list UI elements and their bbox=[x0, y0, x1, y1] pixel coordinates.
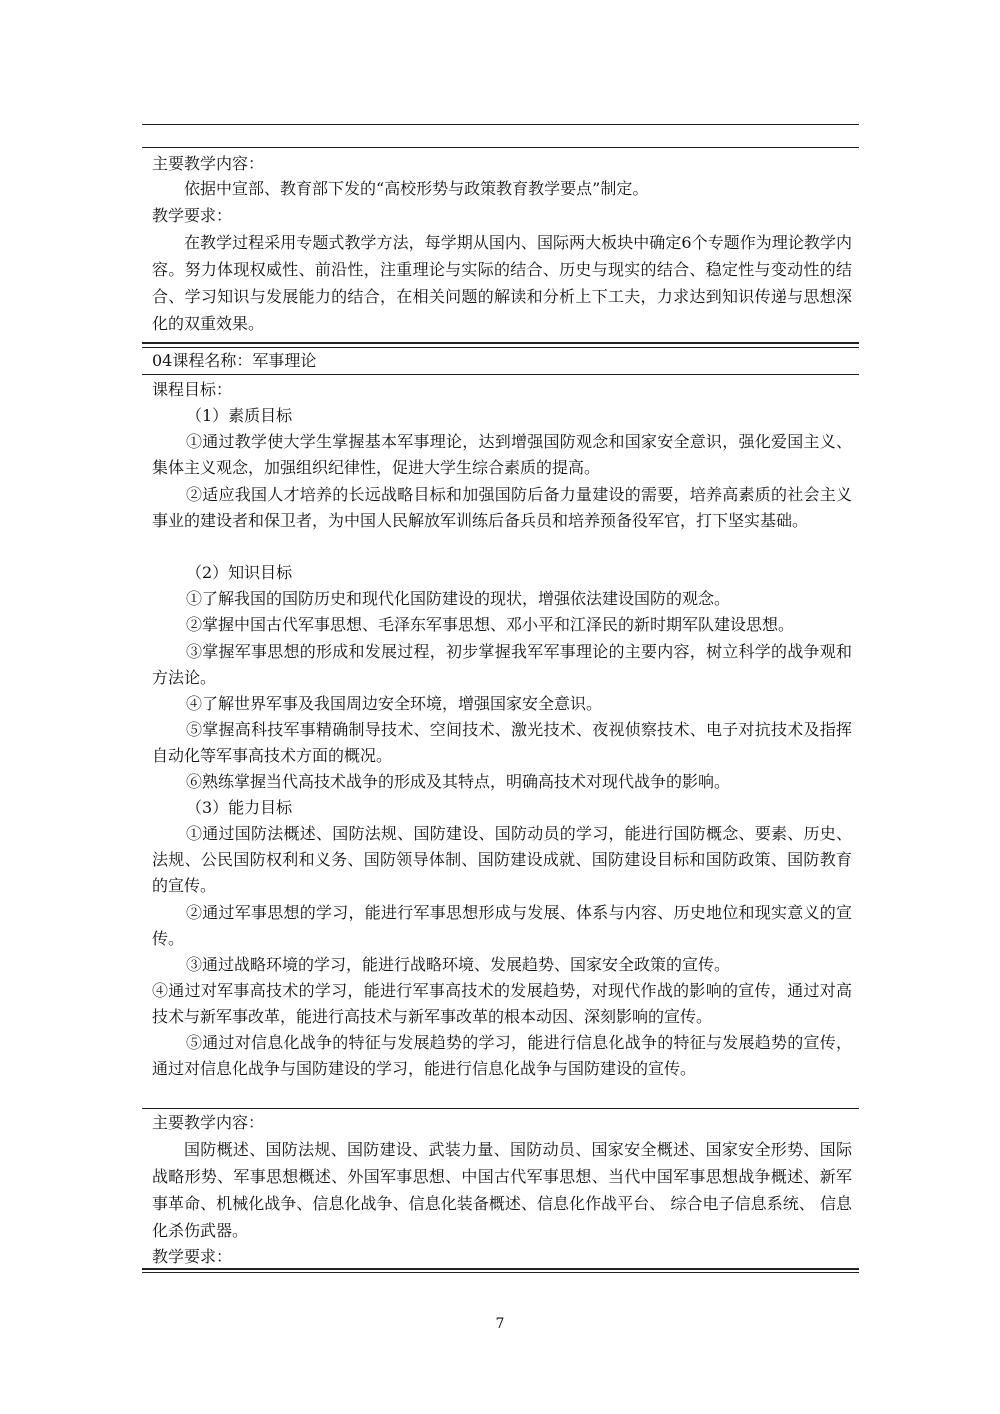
knowledge-goal-item: ②掌握中国古代军事思想、毛泽东军事思想、邓小平和江泽民的新时期军队建设思想。 bbox=[186, 615, 795, 634]
knowledge-goal-item: ③掌握军事思想的形成和发展过程，初步掌握我军军事理论的主要内容，树立科学的战争观和方法论。 bbox=[152, 642, 852, 687]
page-number: 7 bbox=[495, 1316, 505, 1332]
knowledge-goal-item: ⑥熟练掌握当代高技术战争的形成及其特点，明确高技术对现代战争的影响。 bbox=[186, 772, 731, 791]
course-name-rule bbox=[142, 374, 859, 375]
section-divider-thick bbox=[142, 342, 859, 344]
requirement-heading: 教学要求： bbox=[152, 206, 233, 225]
quality-goal-item: ②适应我国人才培养的长远战略目标和加强国防后备力量建设的需要，培养高素质的社会主义事业的建设者和保卫者，为中国人民解放军训练后备兵员和培养预备役军官，打下坚实基础。 bbox=[152, 485, 852, 530]
bottom-rule-thick bbox=[142, 1268, 859, 1270]
course-name: 04课程名称：军事理论 bbox=[152, 351, 317, 370]
requirement-heading: 教学要求： bbox=[152, 1247, 233, 1266]
knowledge-goal-item: ④了解世界军事及我国周边安全环境，增强国家安全意识。 bbox=[186, 694, 603, 713]
top-rule-double bbox=[142, 147, 859, 148]
ability-goal-item: ②通过军事思想的学习，能进行军事思想形成与发展、体系与内容、历史地位和现实意义的宣传。 bbox=[152, 903, 852, 948]
ability-goal-item: ④通过对军事高技术的学习，能进行军事高技术的发展趋势，对现代作战的影响的宣传，通过对高技术与新军事改革，能进行高技术与新军事改革的根本动因、深刻影响的宣传。 bbox=[152, 981, 852, 1026]
quality-goal-item: ①通过教学使大学生掌握基本军事理论，达到增强国防观念和国家安全意识，强化爱国主义、集体主义观念，加强组织纪律性，促进大学生综合素质的提高。 bbox=[152, 432, 852, 477]
ability-goal-item: ⑤通过对信息化战争的特征与发展趋势的学习，能进行信息化战争的特征与发展趋势的宣传，通过对信息化战争与国防建设的学习，能进行信息化战争与国防建设的宣传。 bbox=[152, 1033, 852, 1078]
content-divider bbox=[142, 1108, 859, 1109]
content-paragraph: 国防概述、国防法规、国防建设、武装力量、国防动员、国家安全概述、国家安全形势、国际战略形势、军事思想概述、外国军事思想、中国古代军事思想、当代中国军事思想战争概述、新军事革命、机械化战争、信息化战争、信息化装备概述、信息化作战平台、 综合电子信息系统、 信息化杀伤武器。 bbox=[152, 1140, 852, 1240]
content-heading: 主要教学内容： bbox=[152, 1113, 265, 1132]
course-goal-heading: 课程目标： bbox=[152, 380, 233, 399]
requirement-paragraph: 在教学过程采用专题式教学方法，每学期从国内、国际两大板块中确定6个专题作为理论教学内容。努力体现权威性、前沿性，注重理论与实际的结合、历史与现实的结合、稳定性与变动性的结合、学习知识与发展能力的结合，在相关问题的解读和分析上下工夫，力求达到知识传递与思想深化的双重效果。 bbox=[152, 233, 852, 333]
knowledge-goal-heading: （2）知识目标 bbox=[186, 563, 293, 582]
knowledge-goal-item: ⑤掌握高科技军事精确制导技术、空间技术、激光技术、夜视侦察技术、电子对抗技术及指挥自动化等军事高技术方面的概况。 bbox=[152, 720, 852, 765]
content-heading: 主要教学内容： bbox=[152, 154, 265, 173]
ability-goal-item: ①通过国防法概述、国防法规、国防建设、国防动员的学习，能进行国防概念、要素、历史、法规、公民国防权利和义务、国防领导体制、国防建设成就、国防建设目标和国防政策、国防教育的宣传。 bbox=[152, 824, 852, 895]
top-rule bbox=[142, 124, 859, 125]
content-paragraph: 依据中宣部、教育部下发的“高校形势与政策教育教学要点”制定。 bbox=[184, 179, 649, 198]
ability-goal-item: ③通过战略环境的学习，能进行战略环境、发展趋势、国家安全政策的宣传。 bbox=[186, 955, 731, 974]
ability-goal-heading: （3）能力目标 bbox=[186, 798, 293, 817]
quality-goal-heading: （1）素质目标 bbox=[186, 406, 293, 425]
bottom-rule-thin bbox=[142, 1272, 859, 1273]
knowledge-goal-item: ①了解我国的国防历史和现代化国防建设的现状，增强依法建设国防的观念。 bbox=[186, 589, 731, 608]
